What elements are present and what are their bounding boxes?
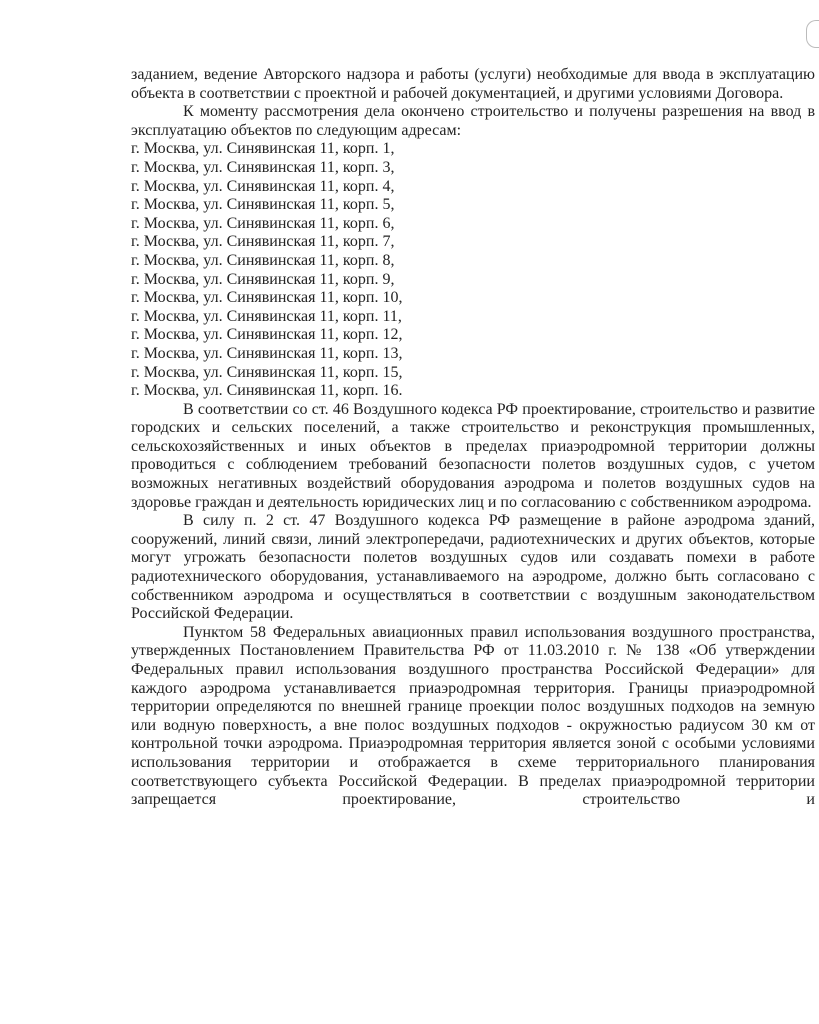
address-item: г. Москва, ул. Синявинская 11, корп. 3, — [131, 158, 395, 176]
paragraph-article-46: В соответствии со ст. 46 Воздушного кодекса РФ проектирование, строительство и развитие городских и сельских поселений, а также строительство и реконструкция промышленных, сельскохозяйственных и иных объектов в пределах приаэродромной территории должны проводиться с соблюдением требований безопасности полетов воздушных судов, с учетом возможных негативных воздействий оборудования аэродрома и полетов воздушных судов на здоровье граждан и деятельность юридических лиц и по согласованию с собственником аэродрома. — [131, 400, 815, 511]
address-item: г. Москва, ул. Синявинская 11, корп. 4, — [131, 177, 395, 195]
document-body — [131, 66, 815, 810]
paragraph-intro: заданием, ведение Авторского надзора и работы (услуги) необходимые для ввода в эксплуатацию объекта в соответствии с проектной и рабочей документацией, и другими условиями Договора. — [131, 66, 815, 102]
address-item: г. Москва, ул. Синявинская 11, корп. 10, — [131, 289, 403, 307]
address-item: г. Москва, ул. Синявинская 11, корп. 15, — [131, 363, 403, 381]
address-item: г. Москва, ул. Синявинская 11, корп. 6, — [131, 214, 395, 232]
address-item: г. Москва, ул. Синявинская 11, корп. 11, — [131, 307, 402, 325]
address-item: г. Москва, ул. Синявинская 11, корп. 9, — [131, 270, 395, 288]
paragraph-status: К моменту рассмотрения дела окончено строительство и получены разрешения на ввод в эксплуатацию объектов по следующим адресам: — [131, 103, 815, 139]
address-item: г. Москва, ул. Синявинская 11, корп. 1, — [131, 140, 395, 158]
address-item: г. Москва, ул. Синявинская 11, корп. 5, — [131, 196, 395, 214]
address-item: г. Москва, ул. Синявинская 11, корп. 7, — [131, 233, 395, 251]
address-item: г. Москва, ул. Синявинская 11, корп. 8, — [131, 251, 395, 269]
address-item: г. Москва, ул. Синявинская 11, корп. 13, — [131, 344, 403, 362]
paragraph-point-58: Пунктом 58 Федеральных авиационных правил использования воздушного пространства, утвержденных Постановлением Правительства РФ от 11.03.2010 г. № 138 «Об утверждении Федеральных правил использования воздушного пространства Российской Федерации» для каждого аэродрома устанавливается приаэродромная территория. Границы приаэродромной территории определяются по внешней границе проекции полос воздушных подходов на земную или водную поверхность, а вне полос воздушных подходов - окружностью радиусом 30 км от контрольной точки аэродрома. Приаэродромная территория является зоной с особыми условиями использования территории и отображается в схеме территориального планирования соответствующего субъекта Российской Федерации. В пределах приаэродромной территории запрещается проектирование, строительство и — [131, 623, 815, 809]
address-item: г. Москва, ул. Синявинская 11, корп. 16. — [131, 382, 403, 400]
address-item: г. Москва, ул. Синявинская 11, корп. 12, — [131, 326, 403, 344]
page-edge-mark — [806, 20, 819, 48]
address-list — [131, 140, 815, 400]
paragraph-article-47: В силу п. 2 ст. 47 Воздушного кодекса РФ размещение в районе аэродрома зданий, сооружений, линий связи, линий электропередачи, радиотехнических и других объектов, которые могут угрожать безопасности полетов воздушных судов или создавать помехи в работе радиотехнического оборудования, устанавливаемого на аэродроме, должно быть согласовано с собственником аэродрома и осуществляться в соответствии с воздушным законодательством Российской Федерации. — [131, 512, 815, 623]
